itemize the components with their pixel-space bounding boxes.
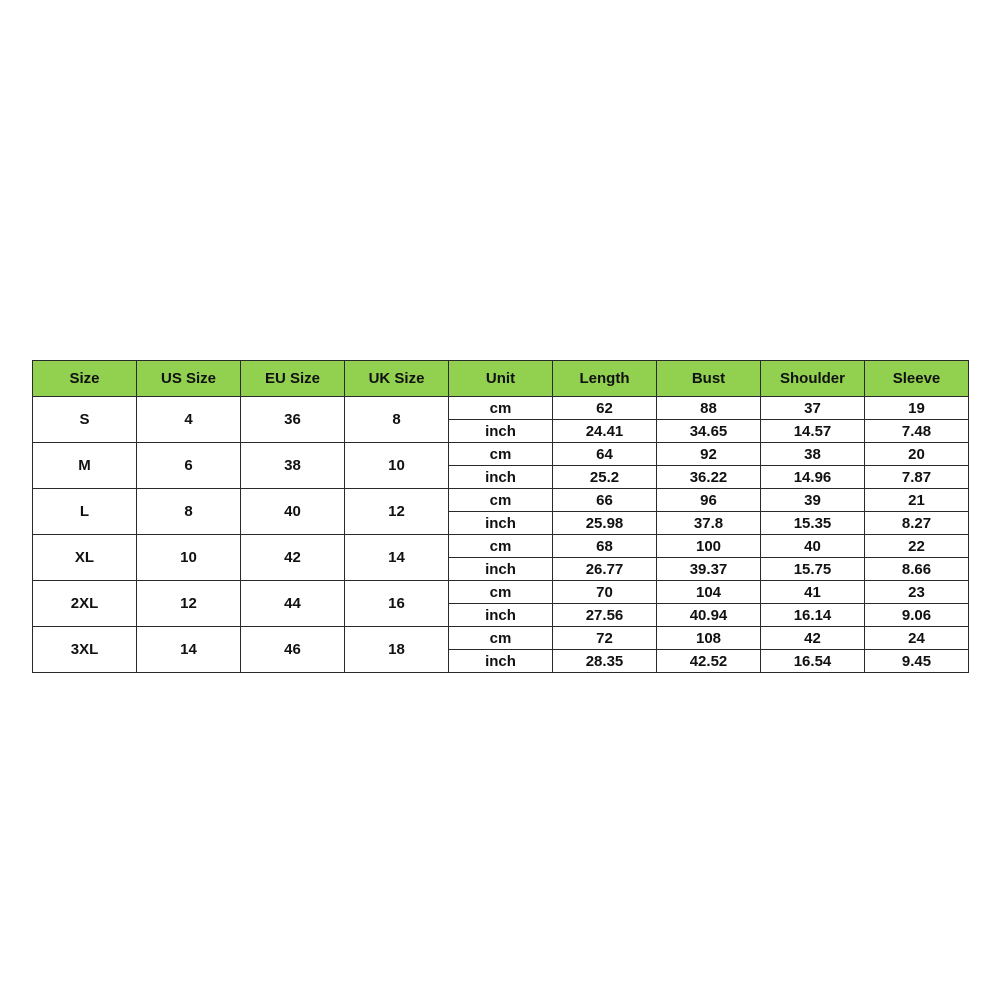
sleeve-cell: 21 (865, 489, 969, 512)
sleeve-cell: 9.06 (865, 604, 969, 627)
shoulder-cell: 42 (761, 627, 865, 650)
shoulder-cell: 16.14 (761, 604, 865, 627)
table-row (33, 581, 969, 604)
table-row (33, 489, 969, 512)
eu-size-cell: 38 (241, 443, 345, 489)
length-cell: 24.41 (553, 420, 657, 443)
shoulder-cell: 37 (761, 397, 865, 420)
header-sleeve: Sleeve (865, 361, 969, 397)
bust-cell: 108 (657, 627, 761, 650)
unit-cell: cm (449, 535, 553, 558)
eu-size-cell: 42 (241, 535, 345, 581)
unit-cell: cm (449, 489, 553, 512)
unit-cell: cm (449, 443, 553, 466)
header-row (33, 361, 969, 397)
size-cell: 2XL (33, 581, 137, 627)
bust-cell: 104 (657, 581, 761, 604)
table-row (33, 397, 969, 420)
bust-cell: 92 (657, 443, 761, 466)
shoulder-cell: 38 (761, 443, 865, 466)
length-cell: 28.35 (553, 650, 657, 673)
length-cell: 26.77 (553, 558, 657, 581)
bust-cell: 40.94 (657, 604, 761, 627)
sleeve-cell: 8.66 (865, 558, 969, 581)
bust-cell: 34.65 (657, 420, 761, 443)
unit-cell: inch (449, 650, 553, 673)
eu-size-cell: 46 (241, 627, 345, 673)
unit-cell: inch (449, 512, 553, 535)
bust-cell: 37.8 (657, 512, 761, 535)
header-eu-size: EU Size (241, 361, 345, 397)
shoulder-cell: 16.54 (761, 650, 865, 673)
length-cell: 66 (553, 489, 657, 512)
unit-cell: inch (449, 604, 553, 627)
shoulder-cell: 14.96 (761, 466, 865, 489)
header-uk-size: UK Size (345, 361, 449, 397)
shoulder-cell: 39 (761, 489, 865, 512)
unit-cell: inch (449, 420, 553, 443)
us-size-cell: 4 (137, 397, 241, 443)
length-cell: 70 (553, 581, 657, 604)
eu-size-cell: 40 (241, 489, 345, 535)
sleeve-cell: 7.87 (865, 466, 969, 489)
uk-size-cell: 8 (345, 397, 449, 443)
length-cell: 68 (553, 535, 657, 558)
shoulder-cell: 15.35 (761, 512, 865, 535)
uk-size-cell: 10 (345, 443, 449, 489)
length-cell: 27.56 (553, 604, 657, 627)
sleeve-cell: 19 (865, 397, 969, 420)
table-row (33, 627, 969, 650)
bust-cell: 36.22 (657, 466, 761, 489)
bust-cell: 100 (657, 535, 761, 558)
unit-cell: cm (449, 581, 553, 604)
size-cell: S (33, 397, 137, 443)
bust-cell: 42.52 (657, 650, 761, 673)
uk-size-cell: 12 (345, 489, 449, 535)
sleeve-cell: 9.45 (865, 650, 969, 673)
header-us-size: US Size (137, 361, 241, 397)
us-size-cell: 6 (137, 443, 241, 489)
unit-cell: inch (449, 466, 553, 489)
shoulder-cell: 14.57 (761, 420, 865, 443)
us-size-cell: 12 (137, 581, 241, 627)
sleeve-cell: 7.48 (865, 420, 969, 443)
size-cell: XL (33, 535, 137, 581)
bust-cell: 96 (657, 489, 761, 512)
bust-cell: 88 (657, 397, 761, 420)
length-cell: 72 (553, 627, 657, 650)
bust-cell: 39.37 (657, 558, 761, 581)
sleeve-cell: 24 (865, 627, 969, 650)
unit-cell: cm (449, 627, 553, 650)
shoulder-cell: 15.75 (761, 558, 865, 581)
table-row (33, 535, 969, 558)
sleeve-cell: 22 (865, 535, 969, 558)
sleeve-cell: 23 (865, 581, 969, 604)
sleeve-cell: 20 (865, 443, 969, 466)
size-cell: M (33, 443, 137, 489)
us-size-cell: 14 (137, 627, 241, 673)
length-cell: 64 (553, 443, 657, 466)
us-size-cell: 10 (137, 535, 241, 581)
unit-cell: cm (449, 397, 553, 420)
eu-size-cell: 36 (241, 397, 345, 443)
header-unit: Unit (449, 361, 553, 397)
sleeve-cell: 8.27 (865, 512, 969, 535)
header-shoulder: Shoulder (761, 361, 865, 397)
length-cell: 62 (553, 397, 657, 420)
header-length: Length (553, 361, 657, 397)
size-cell: L (33, 489, 137, 535)
length-cell: 25.98 (553, 512, 657, 535)
uk-size-cell: 16 (345, 581, 449, 627)
shoulder-cell: 41 (761, 581, 865, 604)
shoulder-cell: 40 (761, 535, 865, 558)
size-chart-table (32, 360, 969, 673)
header-size: Size (33, 361, 137, 397)
size-cell: 3XL (33, 627, 137, 673)
us-size-cell: 8 (137, 489, 241, 535)
header-bust: Bust (657, 361, 761, 397)
table-row (33, 443, 969, 466)
unit-cell: inch (449, 558, 553, 581)
eu-size-cell: 44 (241, 581, 345, 627)
uk-size-cell: 14 (345, 535, 449, 581)
uk-size-cell: 18 (345, 627, 449, 673)
length-cell: 25.2 (553, 466, 657, 489)
